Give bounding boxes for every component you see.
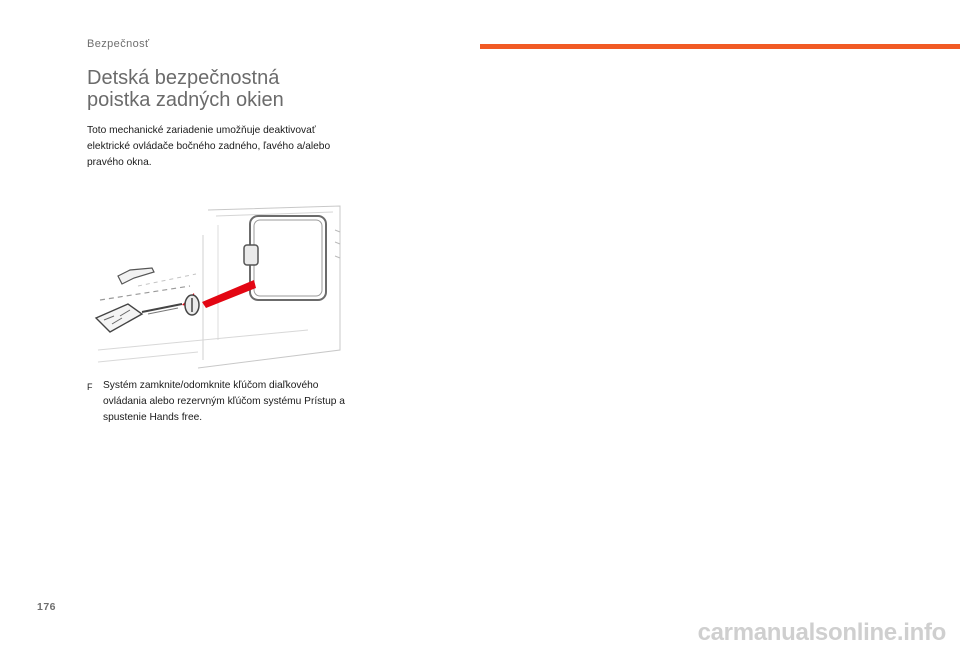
bullet-marker-icon: F [87, 382, 93, 392]
intro-paragraph: Toto mechanické zariadenie umožňuje deaktivovať elektrické ovládače bočného zadného, ľavého a/alebo pravého okna. [87, 125, 331, 168]
page-number: 176 [37, 601, 57, 613]
watermark: carmanualsonline.info [697, 619, 946, 646]
child-lock-illustration [78, 190, 350, 370]
page-title [87, 67, 387, 111]
bullet-text: Systém zamknite/odomknite kľúčom diaľkového ovládania alebo rezervným kľúčom systému Prístup a spustenie Hands free. [103, 380, 345, 423]
section-header: Bezpečnosť [87, 38, 150, 50]
child-lock-key-illustration-icon [78, 190, 350, 370]
instruction-bullet [87, 378, 352, 426]
page-title-line-2: poistka zadných okien [87, 89, 284, 111]
page-title-line-1: Detská bezpečnostná [87, 67, 280, 89]
header-accent-bar [480, 44, 960, 49]
